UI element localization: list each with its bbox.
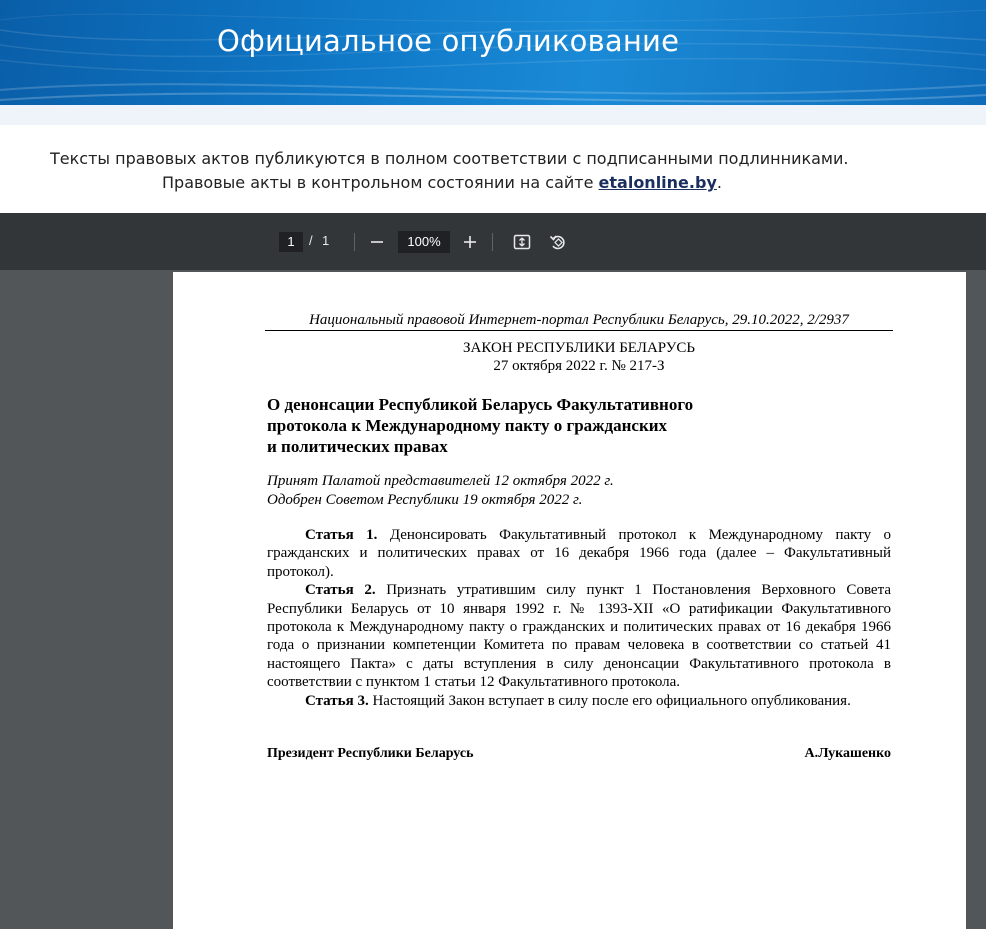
article-1-text: Денонсировать Факультативный протокол к Международному пакту о гражданских и политических правах от 16 декабря 1966 года (далее – Факультативный протокол). bbox=[267, 527, 891, 580]
signature-position: Президент Республики Беларусь bbox=[267, 746, 474, 761]
page-total: 1 bbox=[322, 233, 330, 248]
page-separator: / bbox=[309, 233, 313, 248]
article-3-text: Настоящий Закон вступает в силу после его официального опубликования. bbox=[372, 692, 851, 709]
etalonline-link[interactable]: etalonline.by bbox=[598, 173, 717, 192]
zoom-in-button[interactable] bbox=[458, 230, 482, 254]
article-1 bbox=[267, 526, 891, 581]
article-2-label: Статья 2. bbox=[305, 582, 376, 599]
plus-icon bbox=[463, 235, 477, 249]
law-type: ЗАКОН РЕСПУБЛИКИ БЕЛАРУСЬ bbox=[463, 340, 695, 356]
article-1-label: Статья 1. bbox=[305, 527, 378, 543]
publication-notice bbox=[0, 125, 986, 213]
toolbar-divider bbox=[492, 233, 493, 251]
law-title-line: протокола к Международному пакту о гражданских bbox=[267, 416, 668, 435]
signature-name: А.Лукашенко bbox=[804, 746, 891, 761]
document-header: Национальный правовой Интернет-портал Республики Беларусь, 29.10.2022, 2/2937 bbox=[265, 312, 893, 331]
rotate-button[interactable] bbox=[546, 230, 570, 254]
approved-line: Одобрен Советом Республики 19 октября 2022 г. bbox=[267, 492, 583, 508]
notice-text-prefix: Правовые акты в контрольном состоянии на сайте bbox=[162, 173, 599, 192]
law-title bbox=[267, 394, 787, 457]
notice-text-suffix: . bbox=[716, 173, 722, 192]
article-2-text: Признать утратившим силу пункт 1 Постановления Верховного Совета Республики Беларусь от 10 января 1992 г. № 1393-XII «О ратификации Факультативного протокола к Международному пакту о гражданских и политических правах от 16 декабря 1966 года о признании компетенции Комитета по правам человека в соответствии со статьей 41 настоящего Пакта» с даты вступления в силу денонсации Факультативного протокола в соответствии с пунктом 1 статьи 12 Факультативного протокола. bbox=[267, 582, 891, 691]
adoption-info bbox=[267, 472, 867, 510]
banner-strip bbox=[0, 105, 986, 125]
pdf-toolbar bbox=[0, 213, 986, 270]
law-date: 27 октября 2022 г. № 217-З bbox=[493, 358, 665, 374]
fit-to-page-button[interactable] bbox=[510, 230, 534, 254]
page-number-input[interactable]: 1 bbox=[279, 232, 303, 252]
zoom-out-button[interactable] bbox=[365, 230, 389, 254]
law-articles bbox=[267, 526, 891, 710]
notice-text-line2 bbox=[162, 173, 722, 192]
minus-icon bbox=[370, 235, 384, 249]
article-3-label: Статья 3. bbox=[305, 692, 369, 709]
article-3 bbox=[267, 692, 891, 710]
pdf-page bbox=[173, 272, 966, 929]
signature-block bbox=[267, 746, 891, 762]
zoom-input[interactable]: 100% bbox=[398, 231, 450, 253]
page-title: Официальное опубликование bbox=[217, 24, 680, 58]
fit-page-icon bbox=[513, 233, 531, 251]
article-2 bbox=[267, 581, 891, 691]
notice-text-line1: Тексты правовых актов публикуются в полном соответствии с подписанными подлинниками. bbox=[50, 149, 849, 168]
rotate-icon bbox=[549, 233, 567, 251]
toolbar-divider bbox=[354, 233, 355, 251]
adopted-line: Принят Палатой представителей 12 октября 2022 г. bbox=[267, 473, 614, 489]
law-title-line: и политических правах bbox=[267, 437, 448, 456]
law-title-line: О денонсации Республикой Беларусь Факультативного bbox=[267, 395, 694, 414]
site-banner bbox=[0, 0, 986, 105]
